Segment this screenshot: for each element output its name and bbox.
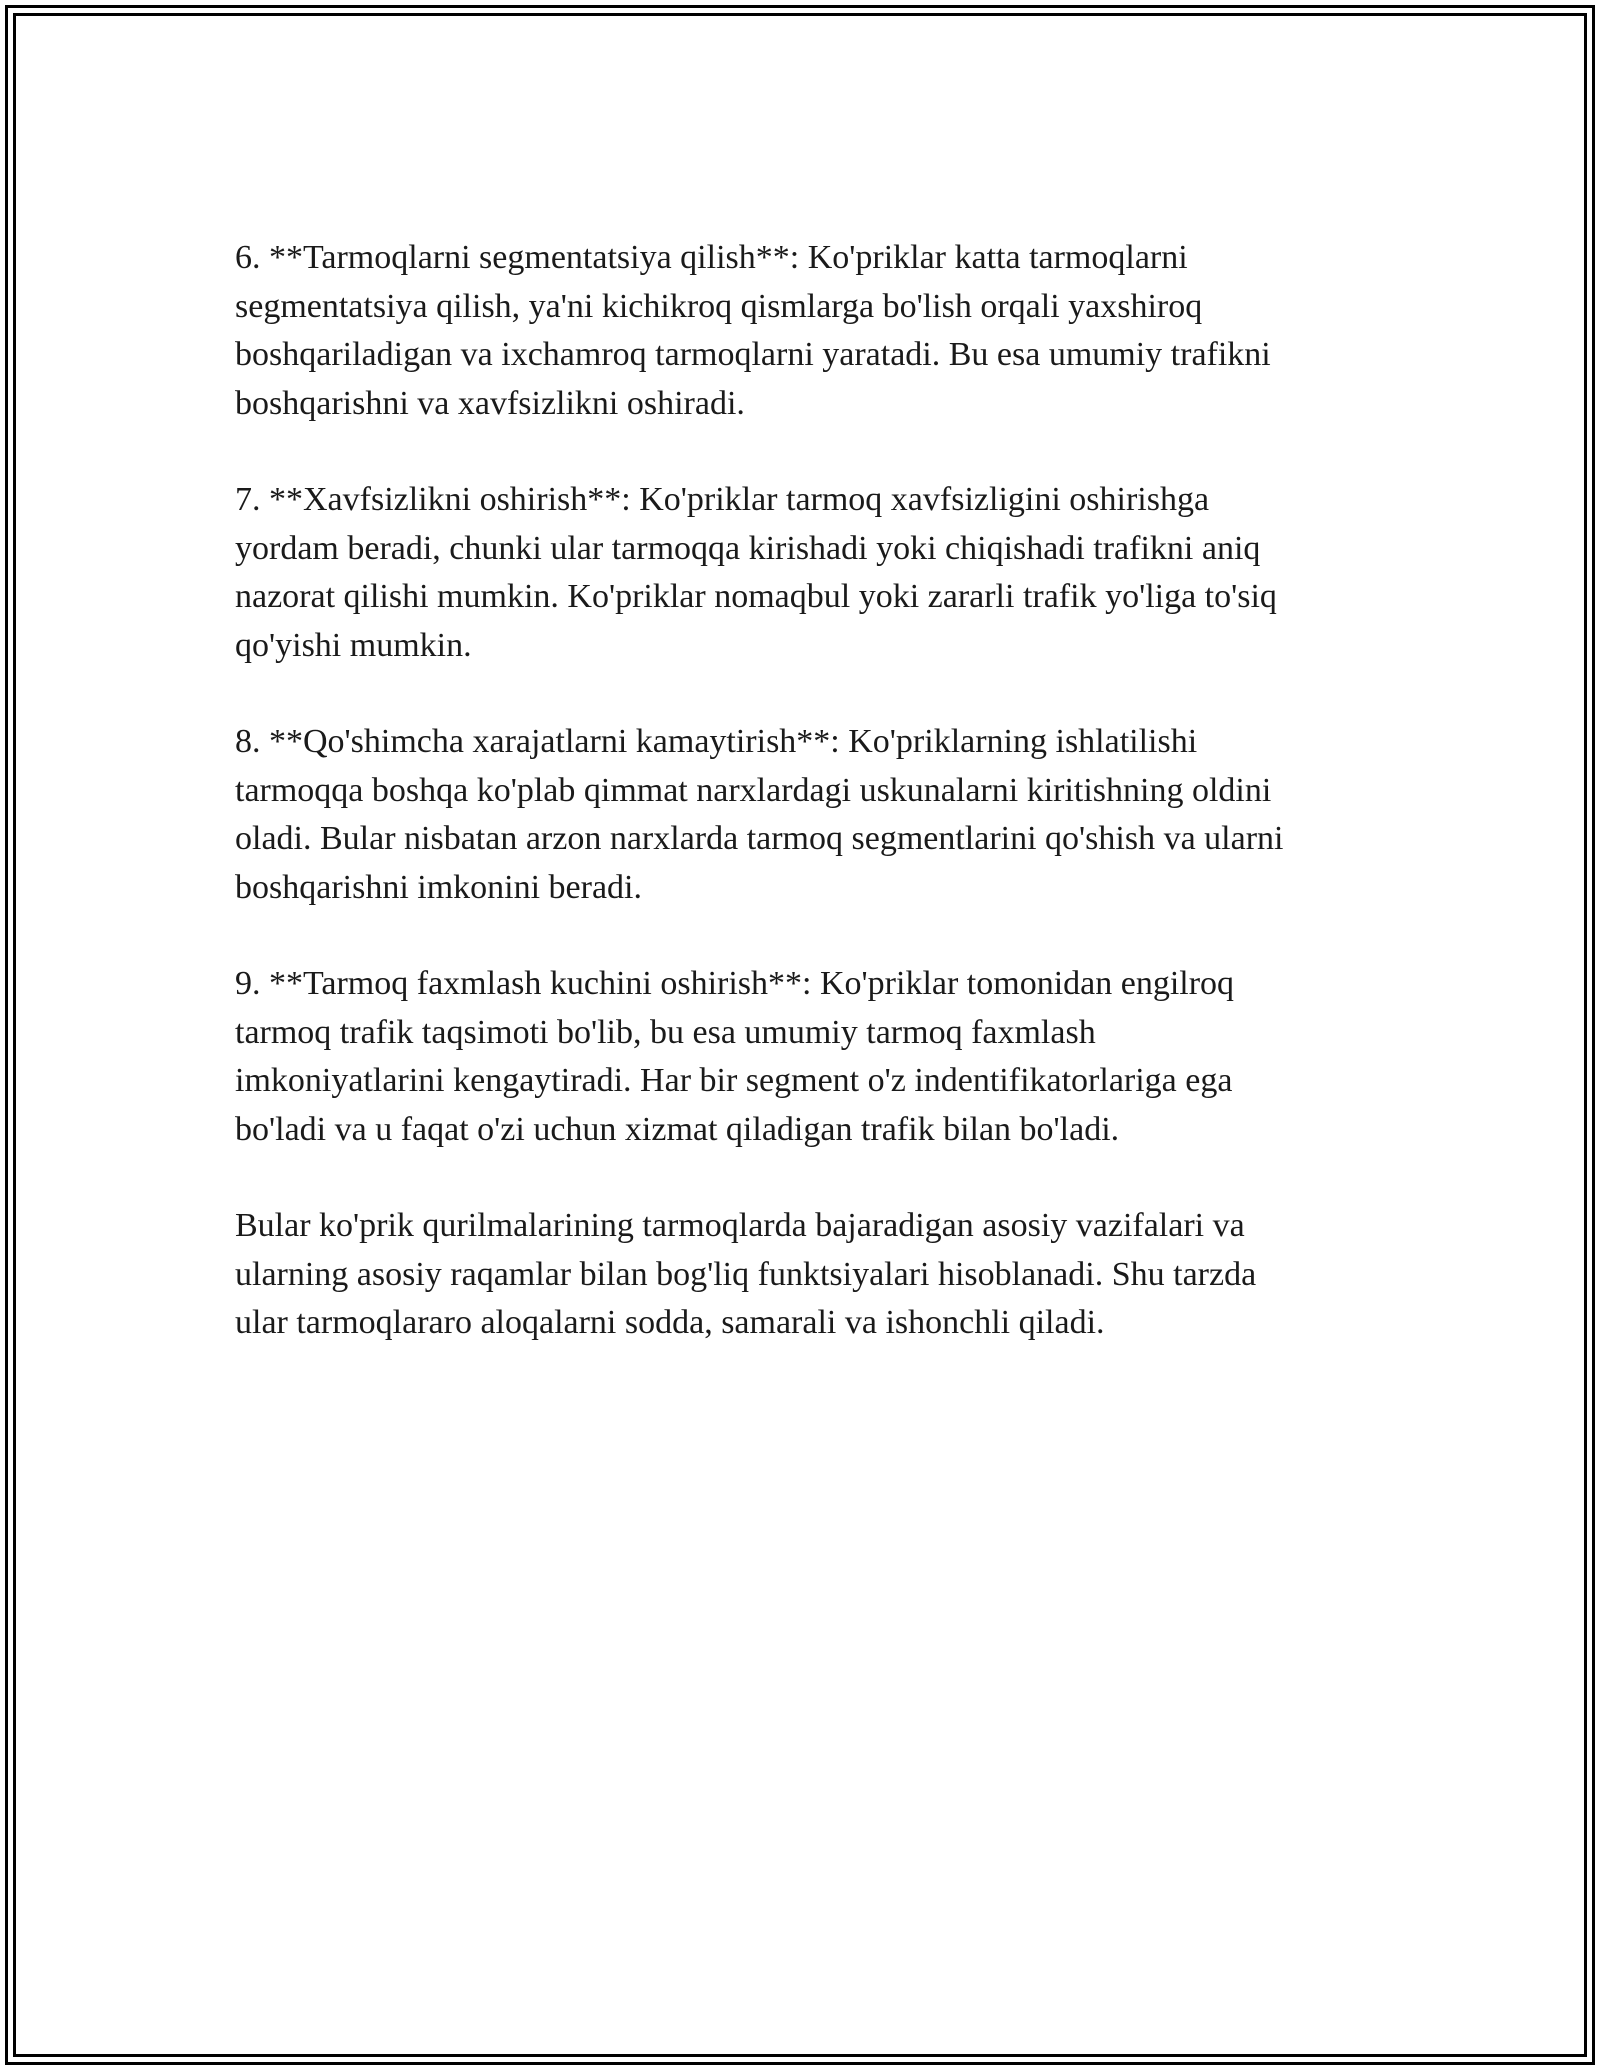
paragraph-item-8: 8. **Qo'shimcha xarajatlarni kamaytirish**: Ko'priklarning ishlatilishi tarmoqqa boshqa ko'plab qimmat narxlardagi uskunalarni kiritishning oldini oladi. Bular nisbatan arzon narxlarda tarmoq segmentlarini qo'shish va ularni boshqarishni imkonini beradi. xyxy=(235,723,1284,906)
paragraph-item-9: 9. **Tarmoq faxmlash kuchini oshirish**: Ko'priklar tomonidan engilroq tarmoq trafik taqsimoti bo'lib, bu esa umumiy tarmoq faxmlash imkoniyatlarini kengaytiradi. Har bir segment o'z indentifikatorlariga ega bo'ladi va u faqat o'zi uchun xizmat qiladigan trafik bilan bo'ladi. xyxy=(235,965,1235,1148)
paragraph-item-7: 7. **Xavfsizlikni oshirish**: Ko'priklar tarmoq xavfsizligini oshirishga yordam beradi, chunki ular tarmoqqa kirishadi yoki chiqishadi trafikni aniq nazorat qilishi mumkin. Ko'priklar nomaqbul yoki zararli trafik yo'liga to'siq qo'yishi mumkin. xyxy=(235,481,1277,664)
paragraph-summary: Bular ko'prik qurilmalarining tarmoqlarda bajaradigan asosiy vazifalari va ularning asosiy raqamlar bilan bog'liq funktsiyalari hisoblanadi. Shu tarzda ular tarmoqlararo aloqalarni sodda, samarali va ishonchli qiladi. xyxy=(235,1207,1257,1341)
document-body xyxy=(235,234,1385,1396)
paragraph-item-6: 6. **Tarmoqlarni segmentatsiya qilish**: Ko'priklar katta tarmoqlarni segmentatsiya qilish, ya'ni kichikroq qismlarga bo'lish orqali yaxshiroq boshqariladigan va ixchamroq tarmoqlarni yaratadi. Bu esa umumiy trafikni boshqarishni va xavfsizlikni oshiradi. xyxy=(235,239,1271,422)
